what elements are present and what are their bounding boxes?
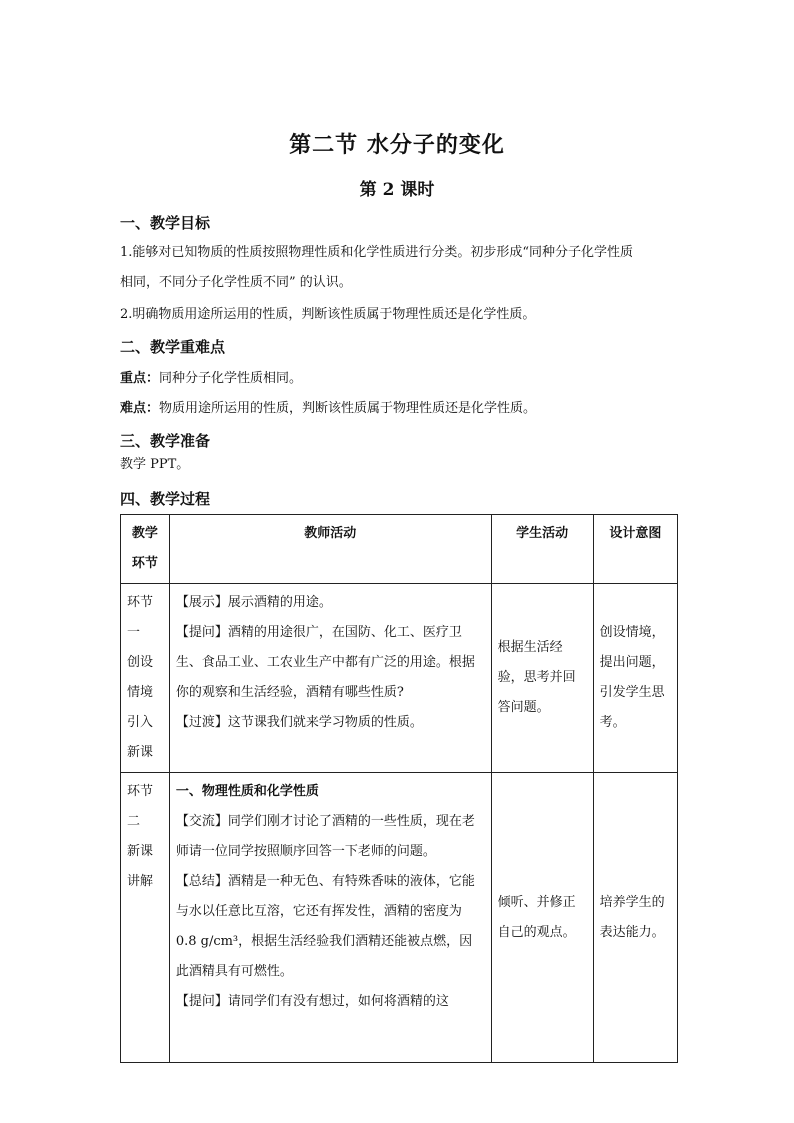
intent-cell: 培养学生的表达能力。 bbox=[593, 773, 677, 1063]
teacher-subheading: 一、物理性质和化学性质 bbox=[175, 784, 319, 799]
goal-item-1 bbox=[120, 238, 680, 298]
prep-text: 教学 PPT。 bbox=[120, 457, 190, 472]
key-point bbox=[120, 364, 680, 394]
stage-line: 环节一 bbox=[127, 595, 154, 640]
intent-cell: 创设情境，提出问题，引发学生思考。 bbox=[593, 584, 677, 773]
header-student: 学生活动 bbox=[491, 515, 593, 584]
teacher-activity: 【展示】展示酒精的用途。 bbox=[175, 595, 332, 610]
stage-line: 新课讲解 bbox=[127, 844, 154, 889]
difficult-point-text: 物质用途所运用的性质，判断该性质属于物理性质还是化学性质。 bbox=[159, 401, 537, 416]
section-heading-process: 四、教学过程 bbox=[120, 490, 211, 508]
teacher-activity: 【交流】同学们刚才讨论了酒精的一些性质，现在老师请一位同学按照顺序回答一下老师的问题。 bbox=[175, 814, 475, 859]
stage-cell bbox=[121, 773, 170, 1063]
key-point-label: 重点： bbox=[120, 371, 160, 386]
header-stage: 教学环节 bbox=[121, 515, 170, 584]
process-table bbox=[120, 514, 678, 1063]
stage-line: 环节二 bbox=[127, 784, 154, 829]
teacher-cell bbox=[169, 773, 491, 1063]
teacher-activity: 【提问】酒精的用途很广，在国防、化工、医疗卫生、食品工业、工农业生产中都有广泛的用途。根据你的观察和生活经验，酒精有哪些性质? bbox=[175, 625, 475, 700]
student-cell: 倾听、并修正自己的观点。 bbox=[491, 773, 593, 1063]
section-heading-goals: 一、教学目标 bbox=[120, 214, 211, 232]
stage-line: 引入新课 bbox=[127, 715, 154, 760]
table-header-row bbox=[121, 515, 678, 584]
header-intent: 设计意图 bbox=[593, 515, 677, 584]
teacher-activity: 【过渡】这节课我们就来学习物质的性质。 bbox=[175, 715, 423, 730]
table-row bbox=[121, 773, 678, 1063]
stage-cell bbox=[121, 584, 170, 773]
section-heading-key-points: 二、教学重难点 bbox=[120, 338, 226, 356]
stage-line: 创设情境 bbox=[127, 655, 154, 700]
teacher-activity: 【提问】请同学们有没有想过，如何将酒精的这 bbox=[175, 994, 449, 1009]
difficult-point-label: 难点： bbox=[120, 401, 160, 416]
section-heading-prep: 三、教学准备 bbox=[120, 432, 211, 450]
student-cell: 根据生活经验，思考并回答问题。 bbox=[491, 584, 593, 773]
goal-item-1-line-2: 相同，不同分子化学性质不同” 的认识。 bbox=[120, 275, 352, 290]
teacher-activity: 【总结】酒精是一种无色、有特殊香味的液体，它能与水以任意比互溶，它还有挥发性，酒精的密度为 0.8 g/cm³，根据生活经验我们酒精还能被点燃，因此酒精具有可燃性。 bbox=[175, 874, 475, 979]
teacher-cell bbox=[169, 584, 491, 773]
header-teacher: 教师活动 bbox=[169, 515, 491, 584]
difficult-point bbox=[120, 394, 680, 424]
page-subtitle: 第 2 课时 bbox=[359, 180, 435, 200]
page-title: 第二节 水分子的变化 bbox=[289, 132, 505, 158]
key-point-text: 同种分子化学性质相同。 bbox=[159, 371, 303, 386]
table-row bbox=[121, 584, 678, 773]
goal-item-2: 2.明确物质用途所运用的性质，判断该性质属于物理性质还是化学性质。 bbox=[120, 307, 536, 322]
goal-item-1-line-1: 1.能够对已知物质的性质按照物理性质和化学性质进行分类。初步形成“同种分子化学性质 bbox=[120, 245, 634, 260]
